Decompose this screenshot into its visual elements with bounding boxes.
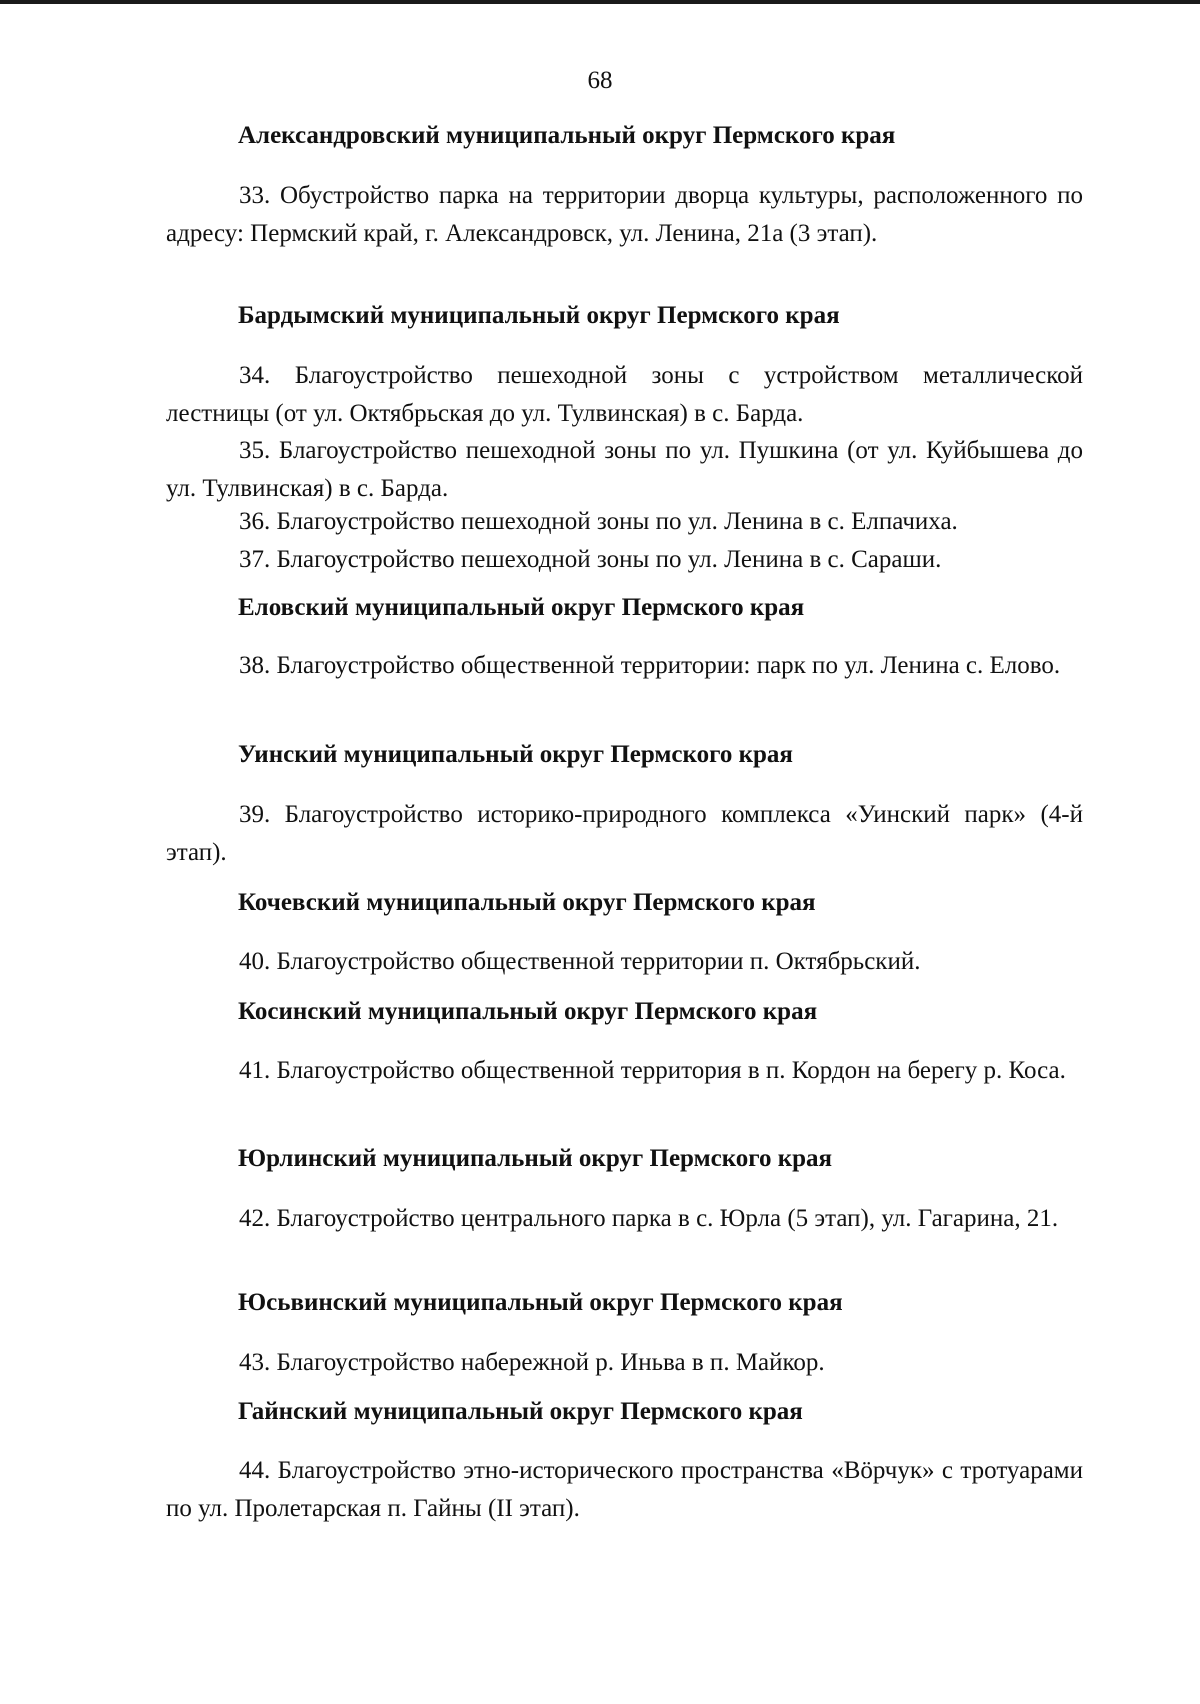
- section-heading-kosinsky: Косинский муниципальный округ Пермского края: [238, 998, 818, 1025]
- list-item-44: 44. Благоустройство этно-исторического пространства «Вӧрчук» с тротуарами по ул. Пролетарская п. Гайны (II этап).: [166, 1457, 1083, 1522]
- list-item-39: 39. Благоустройство историко-природного комплекса «Уинский парк» (4-й этап).: [166, 801, 1083, 866]
- section-heading-bardymsky: Бардымский муниципальный округ Пермского края: [238, 302, 840, 329]
- list-item-34: 34. Благоустройство пешеходной зоны с устройством металлической лестницы (от ул. Октябрьская до ул. Тулвинская) в с. Барда.: [166, 362, 1083, 427]
- section-heading-uinsky: Уинский муниципальный округ Пермского края: [238, 741, 793, 768]
- list-item-35: 35. Благоустройство пешеходной зоны по ул. Пушкина (от ул. Куйбышева до ул. Тулвинская) в с. Барда.: [166, 437, 1083, 502]
- section-heading-aleksandrovsky: Александровский муниципальный округ Пермского края: [238, 122, 896, 149]
- list-item-42: 42. Благоустройство центрального парка в с. Юрла (5 этап), ул. Гагарина, 21.: [239, 1205, 1059, 1232]
- list-item-40: 40. Благоустройство общественной территории п. Октябрьский.: [239, 948, 921, 975]
- section-heading-kochevsky: Кочевский муниципальный округ Пермского края: [238, 889, 816, 916]
- page-number: 68: [587, 67, 613, 94]
- list-item-36: 36. Благоустройство пешеходной зоны по ул. Ленина в с. Елпачиха.: [239, 508, 958, 535]
- list-item-41: 41. Благоустройство общественной территория в п. Кордон на берегу р. Коса.: [239, 1057, 1066, 1084]
- list-item-43: 43. Благоустройство набережной р. Иньва в п. Майкор.: [239, 1349, 825, 1376]
- section-heading-yurlinsky: Юрлинский муниципальный округ Пермского края: [238, 1145, 833, 1172]
- list-item-33: 33. Обустройство парка на территории дворца культуры, расположенного по адресу: Пермский край, г. Александровск, ул. Ленина, 21а (3 этап).: [166, 182, 1083, 247]
- section-heading-yusvinsky: Юсьвинский муниципальный округ Пермского края: [238, 1289, 843, 1316]
- list-item-38: 38. Благоустройство общественной территории: парк по ул. Ленина с. Елово.: [239, 652, 1061, 679]
- section-heading-gainsky: Гайнский муниципальный округ Пермского края: [238, 1398, 803, 1425]
- list-item-37: 37. Благоустройство пешеходной зоны по ул. Ленина в с. Сараши.: [239, 546, 942, 573]
- section-heading-elovsky: Еловский муниципальный округ Пермского края: [238, 594, 805, 621]
